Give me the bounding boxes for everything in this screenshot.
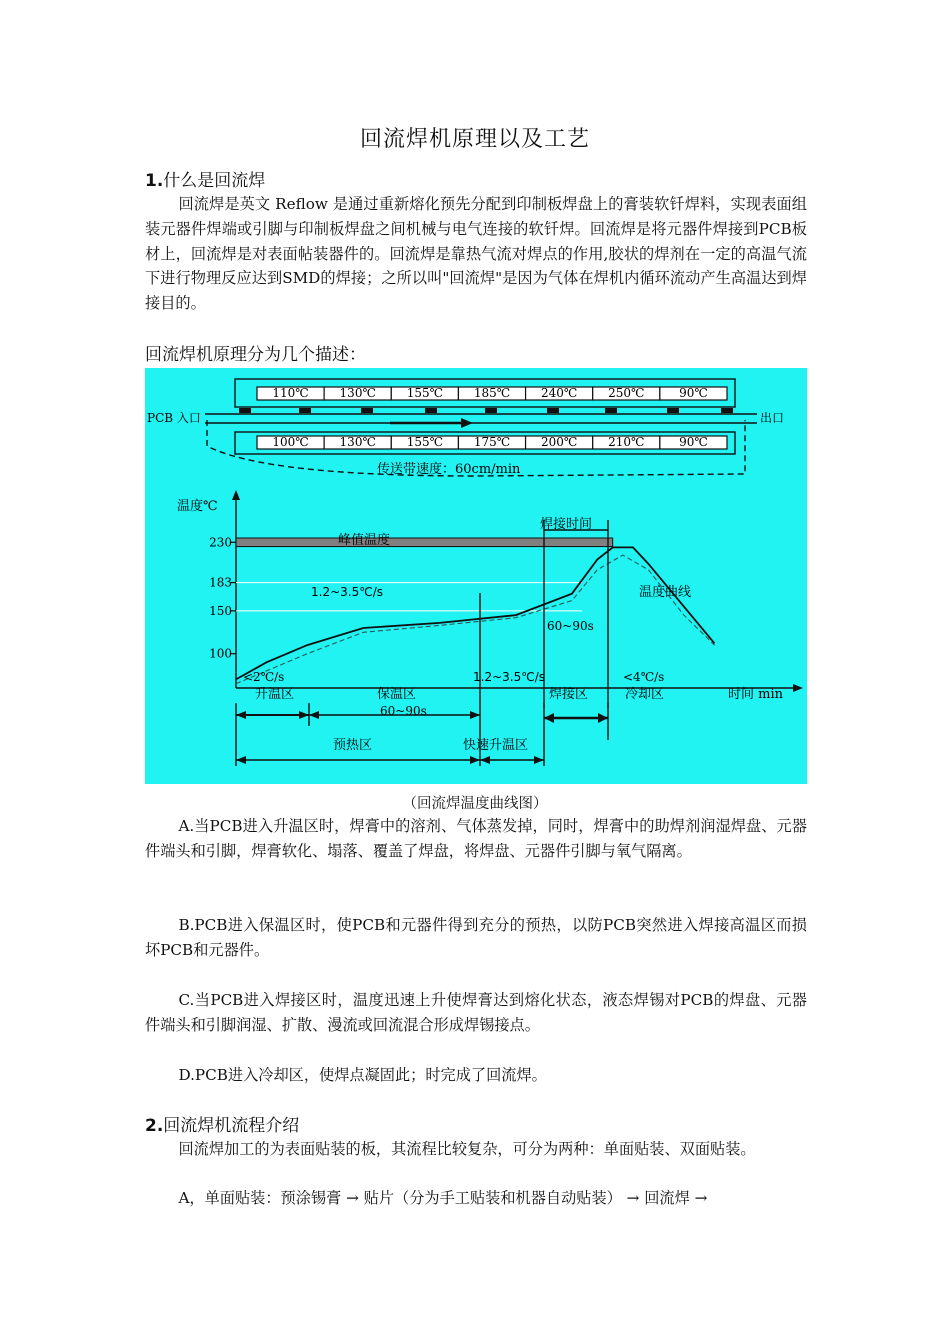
zone-soak-time: 60~90s: [380, 704, 427, 718]
top-zone-label-1: 130℃: [339, 386, 376, 400]
document-title: 回流焊机原理以及工艺: [359, 127, 590, 152]
paragraph-single-side: A，单面贴装：预涂锡膏 → 贴片（分为手工贴装和机器自动贴装） → 回流焊 →: [178, 1189, 708, 1207]
section-1-title: 什么是回流焊: [163, 171, 266, 191]
figure-caption: （回流焊温度曲线图）: [402, 796, 548, 812]
pcb-chip-0: [239, 408, 251, 413]
paragraph-process-intro: 回流焊加工的为表面贴装的板，其流程比较复杂，可分为两种：单面贴装、双面贴装。: [178, 1140, 756, 1158]
exit-label: 出口: [760, 411, 785, 425]
pcb-chip-3: [425, 408, 437, 413]
annotation-rate-lt2: <2℃/s: [243, 670, 285, 684]
bottom-zone-label-0: 100℃: [272, 435, 309, 449]
annotation-rate1: 1.2~3.5℃/s: [311, 585, 383, 599]
bottom-zone-cells: [257, 435, 727, 449]
top-zone-label-2: 155℃: [406, 386, 444, 400]
pcb-chip-7: [667, 408, 679, 413]
y-axis-label: 温度℃: [177, 499, 218, 514]
entry-label: PCB 入口: [147, 411, 201, 425]
zone-preheat-label: 预热区: [333, 738, 373, 753]
annotation-weld-time: 焊接时间: [540, 517, 593, 532]
section-2-number: 2.: [145, 1116, 164, 1136]
bottom-zone-label-5: 210℃: [608, 435, 645, 449]
annotation-rate-lt4: <4℃/s: [623, 670, 665, 684]
bottom-zone-label-6: 90℃: [679, 435, 708, 449]
y-tick-label-150: 150: [209, 603, 232, 618]
section-2-heading: [145, 1111, 299, 1136]
annotation-rate2: 1.2~3.5℃/s: [473, 670, 545, 684]
bottom-zone-label-2: 155℃: [406, 435, 444, 449]
pcb-chip-4: [485, 408, 497, 413]
top-zone-label-5: 250℃: [608, 386, 645, 400]
pcb-chip-1: [299, 408, 311, 413]
zone-weld-label: 焊接区: [549, 687, 589, 702]
zone-soak-label: 保温区: [377, 687, 417, 702]
zone-ramp-label: 快速升温区: [463, 738, 529, 753]
annotation-dwell: 60~90s: [547, 619, 594, 633]
top-zone-cells: [257, 386, 727, 400]
peak-band: [236, 538, 613, 547]
y-tick-label-100: 100: [209, 646, 232, 661]
annotation-curve: 温度曲线: [639, 585, 692, 600]
reflow-profile-figure: [145, 368, 807, 784]
pcb-chip-8: [721, 408, 733, 413]
top-zone-label-6: 90℃: [679, 386, 708, 400]
figure-background: [145, 368, 807, 784]
top-zone-label-0: 110℃: [272, 386, 309, 400]
pcb-chip-2: [361, 408, 373, 413]
paragraph-cool-zone: D.PCB进入冷却区，使焊点凝固此；时完成了回流焊。: [178, 1066, 547, 1084]
pcb-chip-5: [547, 408, 559, 413]
section-1-heading: [145, 166, 265, 191]
bottom-zone-label-1: 130℃: [339, 435, 376, 449]
paragraph-weld-zone: C.当PCB进入焊接区时，温度迅速上升使焊膏达到熔化状态，液态焊锡对PCB的焊盘、元器件端头和引脚润湿、扩散、漫流或回流混合形成焊锡接点。: [145, 991, 807, 1034]
y-tick-label-183: 183: [209, 575, 232, 590]
zone-cool-label: 冷却区: [625, 687, 665, 702]
bottom-zone-label-4: 200℃: [540, 435, 578, 449]
top-zone-label-4: 240℃: [540, 386, 578, 400]
section-1-number: 1.: [145, 171, 164, 191]
annotation-peak: 峰值温度: [338, 533, 391, 548]
paragraph-reflow-definition: 回流焊是英文 Reflow 是通过重新熔化预先分配到印制板焊盘上的膏装软钎焊料，实现表面组装元器件焊端或引脚与印制板焊盘之间机械与电气连接的软钎焊。回流焊是将元器件焊接到PCB板材上，回流焊是对表面帖装器件的。回流焊是靠热气流对焊点的作用,胶状的焊剂在一定的高温气流下进行物理反应达到SMD的焊接；之所以叫"回流焊"是因为气体在焊机内循环流动产生高温达到焊接目的。: [145, 195, 807, 313]
speed-label: 传送带速度：60cm/min: [377, 462, 521, 477]
principle-intro: 回流焊机原理分为几个描述：: [145, 345, 366, 365]
paragraph-heat-zone: A.当PCB进入升温区时，焊膏中的溶剂、气体蒸发掉，同时，焊膏中的助焊剂润湿焊盘、元器件端头和引脚，焊膏软化、塌落、覆盖了焊盘，将焊盘、元器件引脚与氧气隔离。: [145, 817, 807, 860]
section-2-title: 回流焊机流程介绍: [163, 1116, 300, 1136]
pcb-chip-6: [605, 408, 617, 413]
y-tick-label-230: 230: [209, 535, 232, 550]
paragraph-soak-zone: B.PCB进入保温区时，使PCB和元器件得到充分的预热，以防PCB突然进入焊接高温区而损坏PCB和元器件。: [145, 916, 807, 959]
zone-heat-label: 升温区: [255, 687, 295, 702]
top-zone-label-3: 185℃: [473, 386, 511, 400]
x-axis-label: 时间 min: [728, 687, 783, 702]
bottom-zone-label-3: 175℃: [473, 435, 511, 449]
